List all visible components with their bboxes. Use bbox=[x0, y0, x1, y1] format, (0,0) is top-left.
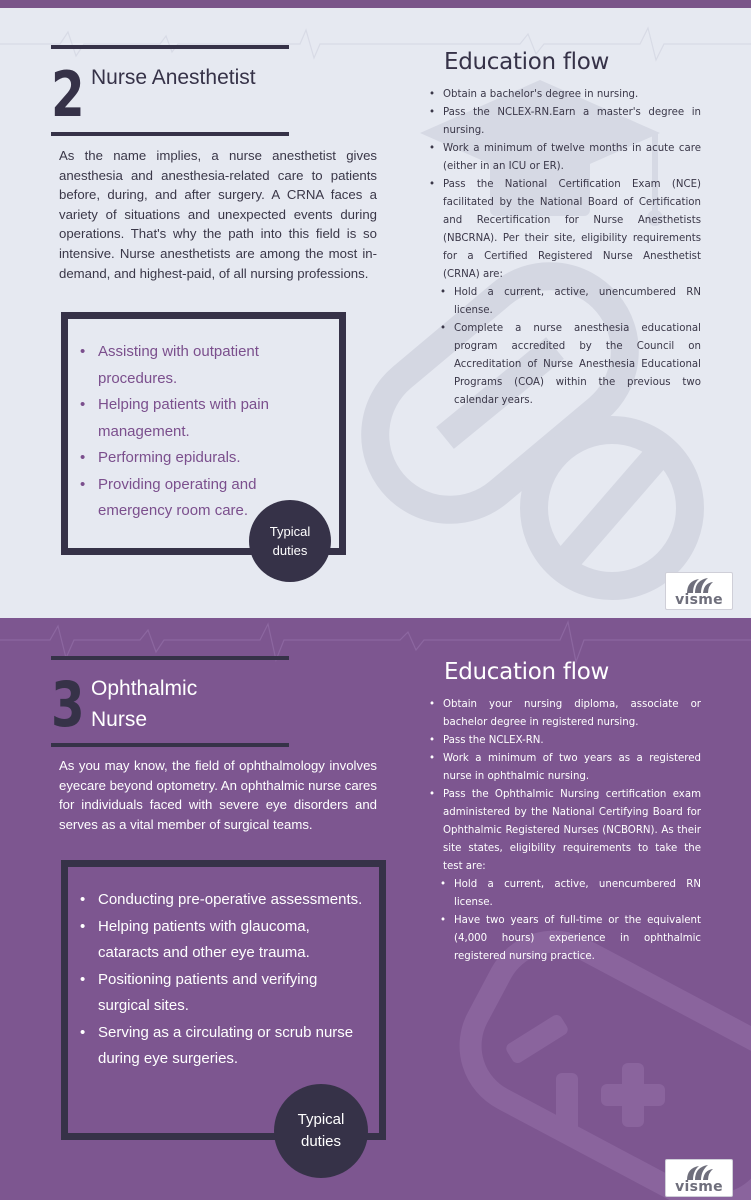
education-step-text: Pass the National Certification Exam (NCE) facilitated by the National Board of Certification and Recertification for Nurse Anesthetists (NBCRNA). Per their site, eligibility requirements for a Certified Registered Nurse Anesthetist (CRNA) are: bbox=[443, 179, 701, 280]
eligibility-requirements bbox=[437, 876, 701, 966]
section-nurse-anesthetist bbox=[0, 8, 751, 618]
duty-item: • Positioning patients and verifying surgical sites. bbox=[76, 967, 366, 1020]
typical-duties-badge bbox=[274, 1084, 368, 1178]
education-flow-title: Education flow bbox=[444, 659, 609, 685]
visme-logo bbox=[665, 1159, 733, 1197]
section-title-line: Ophthalmic bbox=[91, 677, 198, 700]
education-step: • Pass the NCLEX-RN.Earn a master's degree in nursing. bbox=[426, 104, 701, 140]
section-title bbox=[91, 673, 197, 735]
education-step: • Pass the NCLEX-RN. bbox=[426, 732, 701, 750]
visme-logo-icon bbox=[682, 1162, 716, 1180]
header-rule-top bbox=[51, 656, 289, 660]
visme-logo-text: visme bbox=[675, 1179, 723, 1195]
education-step: • Work a minimum of two years as a registered nurse in ophthalmic nursing. bbox=[426, 750, 701, 786]
duty-item: • Providing operating and emergency room care. bbox=[76, 472, 326, 525]
header-rule-bottom bbox=[51, 743, 289, 747]
requirement-item: • Hold a current, active, unencumbered RN license. bbox=[437, 876, 701, 912]
duty-item: • Assisting with outpatient procedures. bbox=[76, 339, 326, 392]
duties-list bbox=[76, 339, 326, 525]
duty-item: • Performing epidurals. bbox=[76, 445, 326, 472]
education-step bbox=[426, 786, 701, 966]
duty-item: • Helping patients with glaucoma, cataracts and other eye trauma. bbox=[76, 914, 366, 967]
requirement-item: • Hold a current, active, unencumbered RN license. bbox=[437, 284, 701, 320]
section-description: As you may know, the field of ophthalmology involves eyecare beyond optometry. An ophthalmic nurse cares for individuals faced with severe eye disorders and serves as a vital member of surgical teams. bbox=[59, 758, 377, 832]
education-flow-title: Education flow bbox=[444, 49, 609, 75]
visme-logo-text: visme bbox=[675, 592, 723, 608]
badge-line: Typical bbox=[269, 524, 311, 539]
duties-list bbox=[76, 887, 366, 1073]
duty-item: • Helping patients with pain management. bbox=[76, 392, 326, 445]
education-step: • Obtain a bachelor's degree in nursing. bbox=[426, 86, 701, 104]
section-number: 2 bbox=[51, 58, 85, 131]
typical-duties-badge bbox=[249, 500, 331, 582]
section-title-line: Nurse bbox=[91, 708, 148, 731]
header-rule-top bbox=[51, 45, 289, 49]
duty-item: • Serving as a circulating or scrub nurse during eye surgeries. bbox=[76, 1020, 366, 1073]
badge-line: duties bbox=[272, 543, 308, 558]
section-ophthalmic-nurse bbox=[0, 618, 751, 1200]
education-steps bbox=[426, 86, 701, 410]
section-title-line: Nurse Anesthetist bbox=[91, 66, 256, 89]
eligibility-requirements bbox=[437, 284, 701, 410]
visme-logo bbox=[665, 572, 733, 610]
section-description: As the name implies, a nurse anesthetist gives anesthesia and anesthesia-related care to patients before, during, and after surgery. A CRNA faces a variety of situations and unexpected events during operations. That's why the path into this field is so intensive. Nurse anesthetists are among the most in-demand, and highest-paid, of all nursing professions. bbox=[59, 148, 377, 281]
duty-item: • Conducting pre-operative assessments. bbox=[76, 887, 366, 914]
requirement-item: • Have two years of full-time or the equivalent (4,000 hours) experience in ophthalmic registered nursing practice. bbox=[437, 912, 701, 966]
requirement-item: • Complete a nurse anesthesia educational program accredited by the Council on Accreditation of Nurse Anesthesia Educational Programs (COA) within the previous two calendar years. bbox=[437, 320, 701, 410]
badge-line: duties bbox=[300, 1133, 342, 1150]
education-step bbox=[426, 176, 701, 410]
education-step-text: Pass the Ophthalmic Nursing certification exam administered by the National Certifying Board for Ophthalmic Registered Nurses (NCBORN). As their site states, eligibility requirements to take the test are: bbox=[443, 789, 701, 872]
visme-logo-icon bbox=[682, 575, 716, 593]
top-accent-bar bbox=[0, 0, 751, 8]
badge-line: Typical bbox=[297, 1111, 345, 1128]
section-number: 3 bbox=[51, 668, 85, 741]
section-title bbox=[91, 62, 256, 93]
header-rule-bottom bbox=[51, 132, 289, 136]
education-step: • Obtain your nursing diploma, associate or bachelor degree in registered nursing. bbox=[426, 696, 701, 732]
education-steps bbox=[426, 696, 701, 966]
education-step: • Work a minimum of twelve months in acute care (either in an ICU or ER). bbox=[426, 140, 701, 176]
